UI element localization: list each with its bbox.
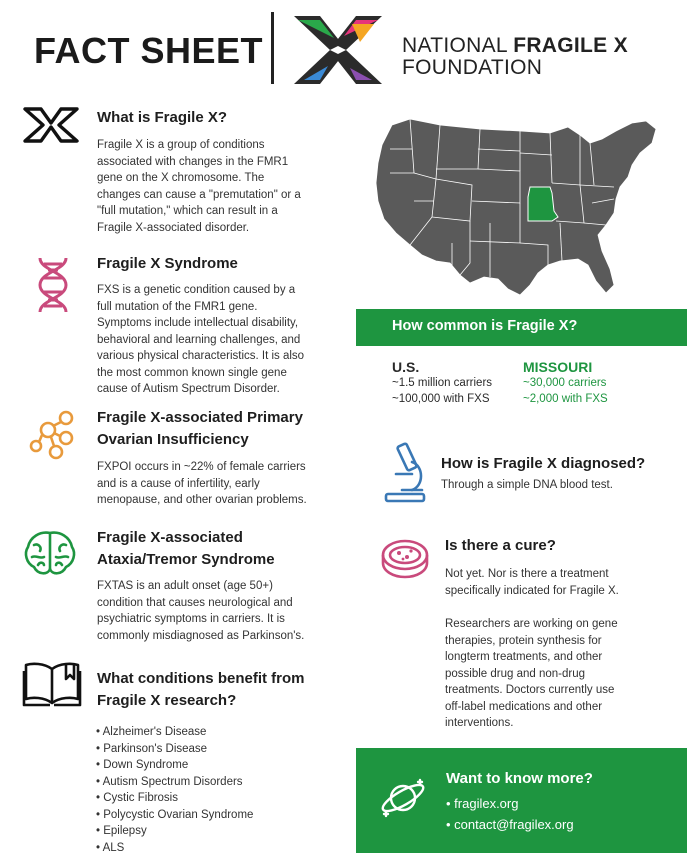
body-line: psychiatric symptoms in carriers. It is xyxy=(97,613,285,625)
conditions-list xyxy=(96,724,253,853)
body-line: behavioral and learning challenges, and xyxy=(97,333,301,346)
body-line: and is a cause of infertility, early xyxy=(97,477,260,490)
body-line: FXPOI occurs in ~22% of female carriers xyxy=(97,461,306,473)
body-line: therapies, protein synthesis for xyxy=(445,634,602,647)
fxs-title: Fragile X Syndrome xyxy=(97,255,238,272)
body-line: treatments. Doctors currently use xyxy=(445,684,615,696)
cure-title: Is there a cure? xyxy=(445,537,556,554)
us-carriers: ~1.5 million carriers xyxy=(392,377,493,389)
title-line: Ovarian Insufficiency xyxy=(97,431,249,448)
header xyxy=(0,0,687,95)
body-line: associated with changes in the FMR1 xyxy=(97,155,289,168)
fxpoi-title xyxy=(97,407,303,451)
fxpoi-body xyxy=(97,459,307,509)
nfxf-logo-icon xyxy=(290,14,386,86)
body-line: interventions. xyxy=(445,717,514,729)
body-line: the most common known single gene xyxy=(97,366,287,379)
body-line: FXS is a genetic condition caused by a xyxy=(97,284,296,296)
body-line: gene on the X chromosome. The xyxy=(97,172,265,184)
header-divider xyxy=(271,12,274,84)
us-map xyxy=(370,113,670,303)
email-link[interactable]: • contact@fragilex.org xyxy=(446,817,574,832)
org-name xyxy=(402,35,628,79)
body-line: Not yet. Nor is there a treatment xyxy=(445,568,609,580)
missouri-label: MISSOURI xyxy=(523,359,593,375)
title-line: Fragile X-associated Primary xyxy=(97,409,303,426)
fxtas-title xyxy=(97,527,275,571)
title-line: Fragile X-associated xyxy=(97,529,243,546)
microscope-icon xyxy=(382,442,428,504)
planet-icon xyxy=(378,774,428,822)
body-line: commonly misdiagnosed as Parkinson's. xyxy=(97,629,305,642)
body-line: FXTAS is an adult onset (age 50+) xyxy=(97,580,273,592)
ovary-cells-icon xyxy=(26,408,80,462)
us-fxs: ~100,000 with FXS xyxy=(392,393,490,405)
body-line: full mutation of the FMR1 gene. xyxy=(97,300,258,313)
body-line: changes can cause a "premutation" or a xyxy=(97,188,301,201)
body-line: possible drug and non-drug xyxy=(445,667,586,680)
cure-body-2 xyxy=(445,616,618,732)
org-name-fragile-x: FRAGILE X xyxy=(513,34,628,57)
diagnosed-body: Through a simple DNA blood test. xyxy=(441,479,613,491)
us-map-outline xyxy=(376,119,656,295)
org-name-national: NATIONAL xyxy=(402,34,514,57)
body-line: Fragile X-associated disorder. xyxy=(97,221,250,234)
book-icon xyxy=(22,661,82,707)
what-is-body xyxy=(97,137,301,236)
list-item: • Epilepsy xyxy=(96,823,253,840)
website-link[interactable]: • fragilex.org xyxy=(446,796,519,811)
body-line: menopause, and other ovarian problems. xyxy=(97,494,307,506)
list-item: • Polycystic Ovarian Syndrome xyxy=(96,807,253,824)
fragile-x-logo-icon xyxy=(22,106,80,144)
missouri-fxs: ~2,000 with FXS xyxy=(523,393,608,405)
dna-icon xyxy=(34,256,72,314)
conditions-title xyxy=(97,668,305,712)
how-common-title: How common is Fragile X? xyxy=(392,318,578,334)
what-is-title: What is Fragile X? xyxy=(97,109,228,126)
list-item: • Cystic Fibrosis xyxy=(96,790,253,807)
body-line: Fragile X is a group of conditions xyxy=(97,139,265,151)
list-item: • Down Syndrome xyxy=(96,757,253,774)
fxtas-body xyxy=(97,578,304,644)
body-line: longterm treatments, and other xyxy=(445,651,603,663)
body-line: off-label medications and other xyxy=(445,700,603,713)
list-item: • Alzheimer's Disease xyxy=(96,724,253,741)
body-line: cause of Autism Spectrum Disorder. xyxy=(97,383,280,395)
list-item: • ALS xyxy=(96,840,253,853)
body-line: condition that causes neurological and xyxy=(97,596,293,609)
list-item: • Autism Spectrum Disorders xyxy=(96,774,253,791)
org-name-foundation: FOUNDATION xyxy=(402,56,543,79)
title-line: Ataxia/Tremor Syndrome xyxy=(97,551,275,568)
cure-body-1 xyxy=(445,566,619,599)
petri-dish-icon xyxy=(379,535,431,581)
body-line: various physical characteristics. It is also xyxy=(97,350,305,362)
body-line: Symptoms include intellectual disability, xyxy=(97,317,299,329)
body-line: "full mutation," which can result in a xyxy=(97,205,278,217)
page-title: FACT SHEET xyxy=(34,30,264,71)
fxs-body xyxy=(97,282,304,398)
want-more-title: Want to know more? xyxy=(446,770,593,787)
list-item: • Parkinson's Disease xyxy=(96,741,253,758)
missouri-carriers: ~30,000 carriers xyxy=(523,377,607,389)
body-line: specifically indicated for Fragile X. xyxy=(445,584,619,597)
title-line: Fragile X research? xyxy=(97,692,237,709)
title-line: What conditions benefit from xyxy=(97,670,305,687)
us-label: U.S. xyxy=(392,359,420,375)
body-line: Researchers are working on gene xyxy=(445,618,618,630)
brain-icon xyxy=(22,529,78,577)
diagnosed-title: How is Fragile X diagnosed? xyxy=(441,455,646,472)
